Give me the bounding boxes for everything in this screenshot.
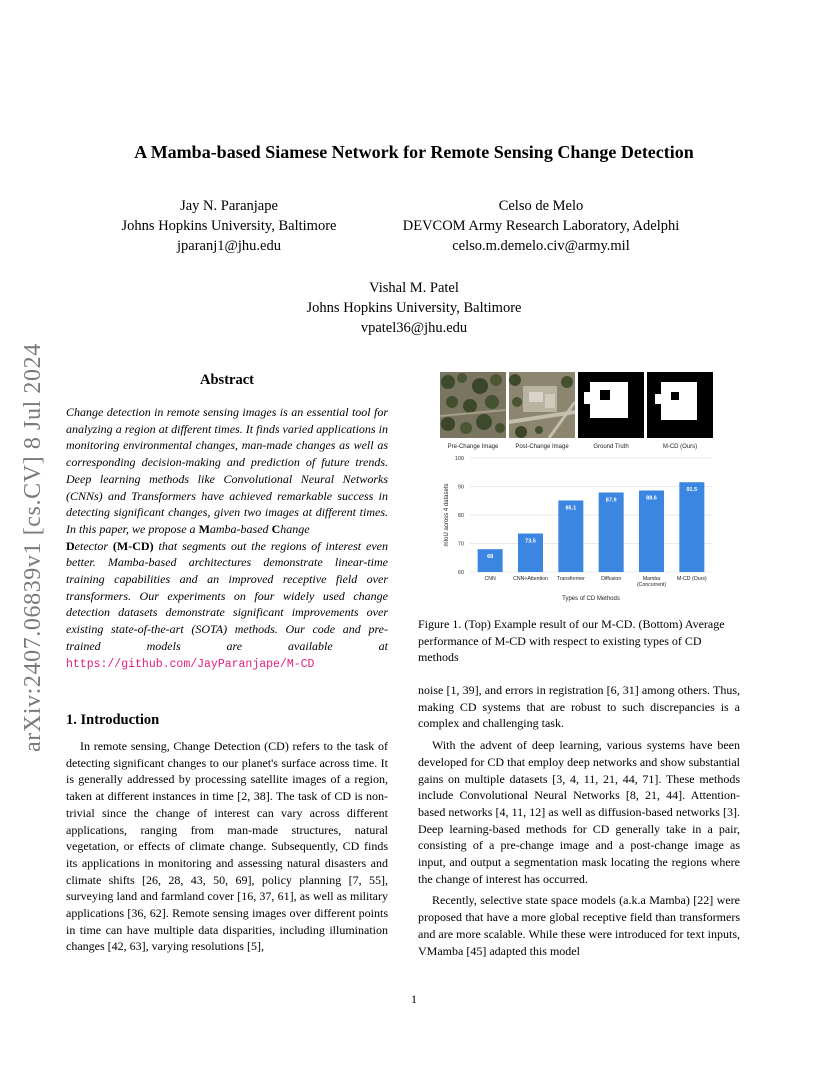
y-tick-label: 100 (454, 456, 464, 462)
abstract-part: that segments out the regions of interest even better. Mamba-based architectures demonstrate linear-time training capabilities and an improved receptive field over transformers. Our experiments on four widely used change detection datasets demonstrate significant improvements over existing state-of-the-art (SOTA) methods. Our code and pre-trained models are available at (66, 538, 388, 653)
y-tick-label: 90 (457, 484, 464, 491)
figure-1 (418, 372, 740, 612)
author-affiliation: Johns Hopkins University, Baltimore (306, 300, 522, 316)
abstract-part: etector (74, 538, 113, 553)
abstract-part: Change detection in remote sensing images is an essential tool for analyzing a region at different times. It finds varied applications in monitoring environmental changes, man-made changes as well as corresponding decision-making and prediction of future trends. Deep learning methods like Convolutional Neural Networks (CNNs) and Transformers have achieved remarkable success in detecting significant changes, given two images at different times. In this paper, we propose a (66, 405, 388, 536)
intro-left-column (66, 738, 388, 960)
mcd-prediction-mask (647, 372, 713, 438)
author-block-3 (250, 278, 578, 338)
bar (639, 490, 664, 572)
x-tick-label: M-CD (Ours) (676, 576, 707, 582)
ground-truth-mask (578, 372, 644, 438)
author-affiliation: Johns Hopkins University, Baltimore (121, 218, 337, 234)
paragraph: Recently, selective state space models (a.k.a Mamba) [22] were proposed that have a more global receptive field than transformers and are more scalable. While these were introduced for text inputs, VMamba [45] adapted this model (418, 893, 740, 958)
image-label: Post-Change Image (515, 444, 569, 450)
data-label: 88.6 (646, 495, 657, 502)
acronym-letter: C (271, 521, 281, 536)
abstract-part: hange (280, 521, 310, 536)
y-axis-label: mIoU across 4 datasets (444, 483, 450, 547)
abstract-part: amba-based (209, 521, 272, 536)
data-label: 73.5 (525, 538, 536, 545)
code-link[interactable]: https://github.com/JayParanjape/M-CD (66, 657, 315, 671)
data-label: 91.5 (686, 487, 698, 494)
page-number: 1 (411, 992, 417, 1006)
y-tick-label: 60 (457, 570, 464, 576)
x-tick-label: Mamba (642, 576, 661, 582)
abstract-text (66, 404, 388, 673)
y-tick-label: 70 (457, 541, 464, 548)
arxiv-identifier: arXiv:2407.06839v1 [cs.CV] 8 Jul 2024 (20, 343, 46, 752)
author-affiliation: DEVCOM Army Research Laboratory, Adelphi (402, 218, 680, 234)
method-acronym: (M-CD) (112, 538, 154, 553)
paragraph: With the advent of deep learning, various systems have been developed for CD that employ deep networks and show substantial gains on multiple datasets [3, 4, 11, 21, 44, 71]. These methods include Convolutional Neural Networks [8, 21, 44]. Attention-based networks [4, 11, 12] as well as diffusion-based networks [3]. Deep learning-based methods for CD generally take in a pair, consisting of a pre-change image and a post-change image as input, and output a segmentation mask locating the regions where the change of interest has occurred. (418, 738, 740, 886)
intro-right-column (418, 682, 740, 964)
author-block-2 (380, 196, 702, 256)
post-change-image (509, 372, 575, 438)
author-name: Vishal M. Patel (369, 280, 459, 296)
x-tick-label: CNN (484, 576, 496, 582)
pre-change-image (440, 372, 506, 438)
author-block-1 (108, 196, 350, 256)
acronym-letter: D (66, 538, 75, 553)
paper-title: A Mamba-based Siamese Network for Remote Sensing Change Detection (134, 142, 694, 162)
bar (478, 549, 503, 572)
author-name: Celso de Melo (498, 198, 584, 214)
bar (679, 482, 704, 572)
author-email: vpatel36@jhu.edu (360, 320, 468, 336)
abstract-heading: Abstract (200, 372, 254, 388)
section-heading-introduction: 1. Introduction (66, 712, 160, 728)
x-tick-label: Transformer (556, 576, 585, 582)
image-label: Ground Truth (593, 444, 629, 450)
paragraph: In remote sensing, Change Detection (CD) refers to the task of detecting significant changes to our planet's surface across time. It is generally addressed by processing satellite images of a region, taken at different instances in time [2, 38]. The task of CD is non-trivial since the change of interest can vary across different applications, ranging from man-made structures, natural vegetation, or effects of climate change. Subsequently, CD finds its applications in monitoring and assessing natural disasters and climate shifts [26, 28, 43, 50, 69], policy planning [7, 55], surveying land and farmland cover [16, 37, 61], as well as military applications [36, 62]. Remote sensing images over different points in time can have multiple data disparities, including illumination changes [42, 63], varying resolutions [5], (66, 739, 388, 954)
paragraph: noise [1, 39], and errors in registration [6, 31] among others. Thus, making CD systems that are robust to such discrepancies is a complex and challenging task. (418, 683, 740, 731)
acronym-letter: M (198, 521, 210, 536)
x-tick-label: (Concurrent) (636, 582, 667, 588)
x-tick-label: CNN+Attention (513, 576, 548, 582)
y-tick-label: 80 (457, 513, 464, 519)
image-label: M-CD (Ours) (662, 444, 698, 450)
author-name: Jay N. Paranjape (180, 198, 278, 214)
performance-bar-chart (418, 452, 740, 612)
author-email: jparanj1@jhu.edu (177, 238, 281, 254)
x-tick-label: Diffusion (601, 576, 622, 582)
data-label: 87.9 (605, 497, 617, 504)
x-axis-label: Types of CD Methods (562, 596, 620, 602)
data-label: 68 (487, 554, 494, 561)
author-email: celso.m.demelo.civ@army.mil (452, 238, 630, 254)
figure-caption: Figure 1. (Top) Example result of our M-CD. (Bottom) Average performance of M-CD with respect to existing types of CD methods (418, 617, 725, 664)
image-label: Pre-Change Image (447, 444, 499, 450)
data-label: 85.1 (565, 505, 577, 512)
bar (599, 492, 624, 572)
